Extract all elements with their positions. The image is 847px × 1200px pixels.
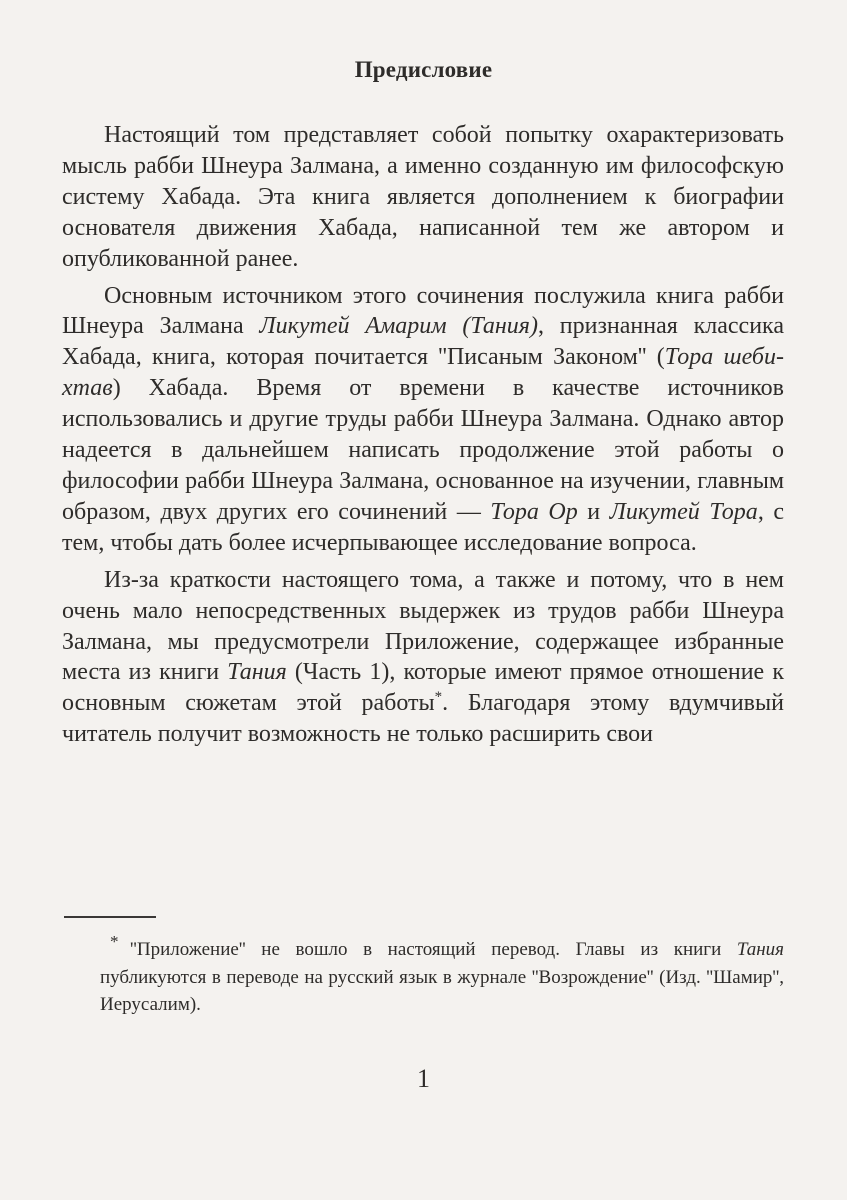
paragraph-3-text-e: . Благодаря этому вдумчивый читатель получит возможность не только расширить свои <box>62 690 784 748</box>
paragraph-3-text-a: Из-за краткости настоящего тома, а также и потому, что в нем очень мало непосредственных выдержек из трудов рабби Шнеура Залмана, мы предусмотрели Приложение, содержащее избранные места из книги <box>62 566 784 686</box>
paragraph-2-text-c: , признанная классика Хабада, книга, которая почитается ''Писаным Законом'' ( <box>62 313 784 371</box>
footnote-text-a: ''Приложение'' не вошло в настоящий перевод. Главы из книги <box>130 939 737 960</box>
footnote-mark: * <box>110 932 119 951</box>
paragraph-2-text-a: Основным источником этого сочинения послужила книга рабби Шнеура Залмана <box>62 282 784 340</box>
footnote-book-title-tania: Тания <box>736 939 784 960</box>
footnote <box>100 932 784 1019</box>
book-title-likutei-amarim: Ликутей Амарим (Тания) <box>259 313 538 340</box>
paragraph-2-text-g: и <box>577 498 610 525</box>
paragraph-1-text: Настоящий том представляет собой попытку охарактеризовать мысль рабби Шнеура Залмана, а именно созданную им философскую систему Хабада. Эта книга является дополнением к биографии основателя движения Хабада, написанной тем же автором и опубликованной ранее. <box>62 122 784 272</box>
footnote-reference-mark: * <box>434 689 443 706</box>
paragraph-2-text-e: ) Хабада. Время от времени в качестве источников использовались и другие труды рабби Шнеура Залмана. Однако автор надеется в дальнейшем написать продолжение этой работы о философии рабби Шнеура Залмана, основанное на изучении, главным образом, двух других его сочинений — <box>62 375 784 525</box>
paragraph-1 <box>62 120 784 275</box>
footnote-divider <box>64 916 156 918</box>
paragraph-3 <box>62 565 784 750</box>
paragraph-3-text-c: (Часть 1), которые имеют прямое отношение к основным сюжетам этой работы <box>62 659 784 717</box>
page-title: Предисловие <box>354 57 493 82</box>
footnote-text-c: публикуются в переводе на русский язык в журнале ''Возрождение'' (Изд. ''Шамир'', Иерусалим). <box>100 966 784 1015</box>
page-number: 1 <box>417 1064 430 1093</box>
footnote-text <box>100 936 784 1019</box>
paragraph-2 <box>62 281 784 559</box>
paragraph-2-text-i: , с тем, чтобы дать более исчерпывающее исследование вопроса. <box>62 498 785 556</box>
book-title-tania: Тания <box>227 659 287 686</box>
book-title-tora-or: Тора Ор <box>490 498 578 525</box>
term-tora-shebi-khtav: Тора шеби-хтав <box>62 344 784 402</box>
book-title-likutei-tora: Ликутей Тора <box>609 498 758 525</box>
main-text <box>62 120 784 750</box>
